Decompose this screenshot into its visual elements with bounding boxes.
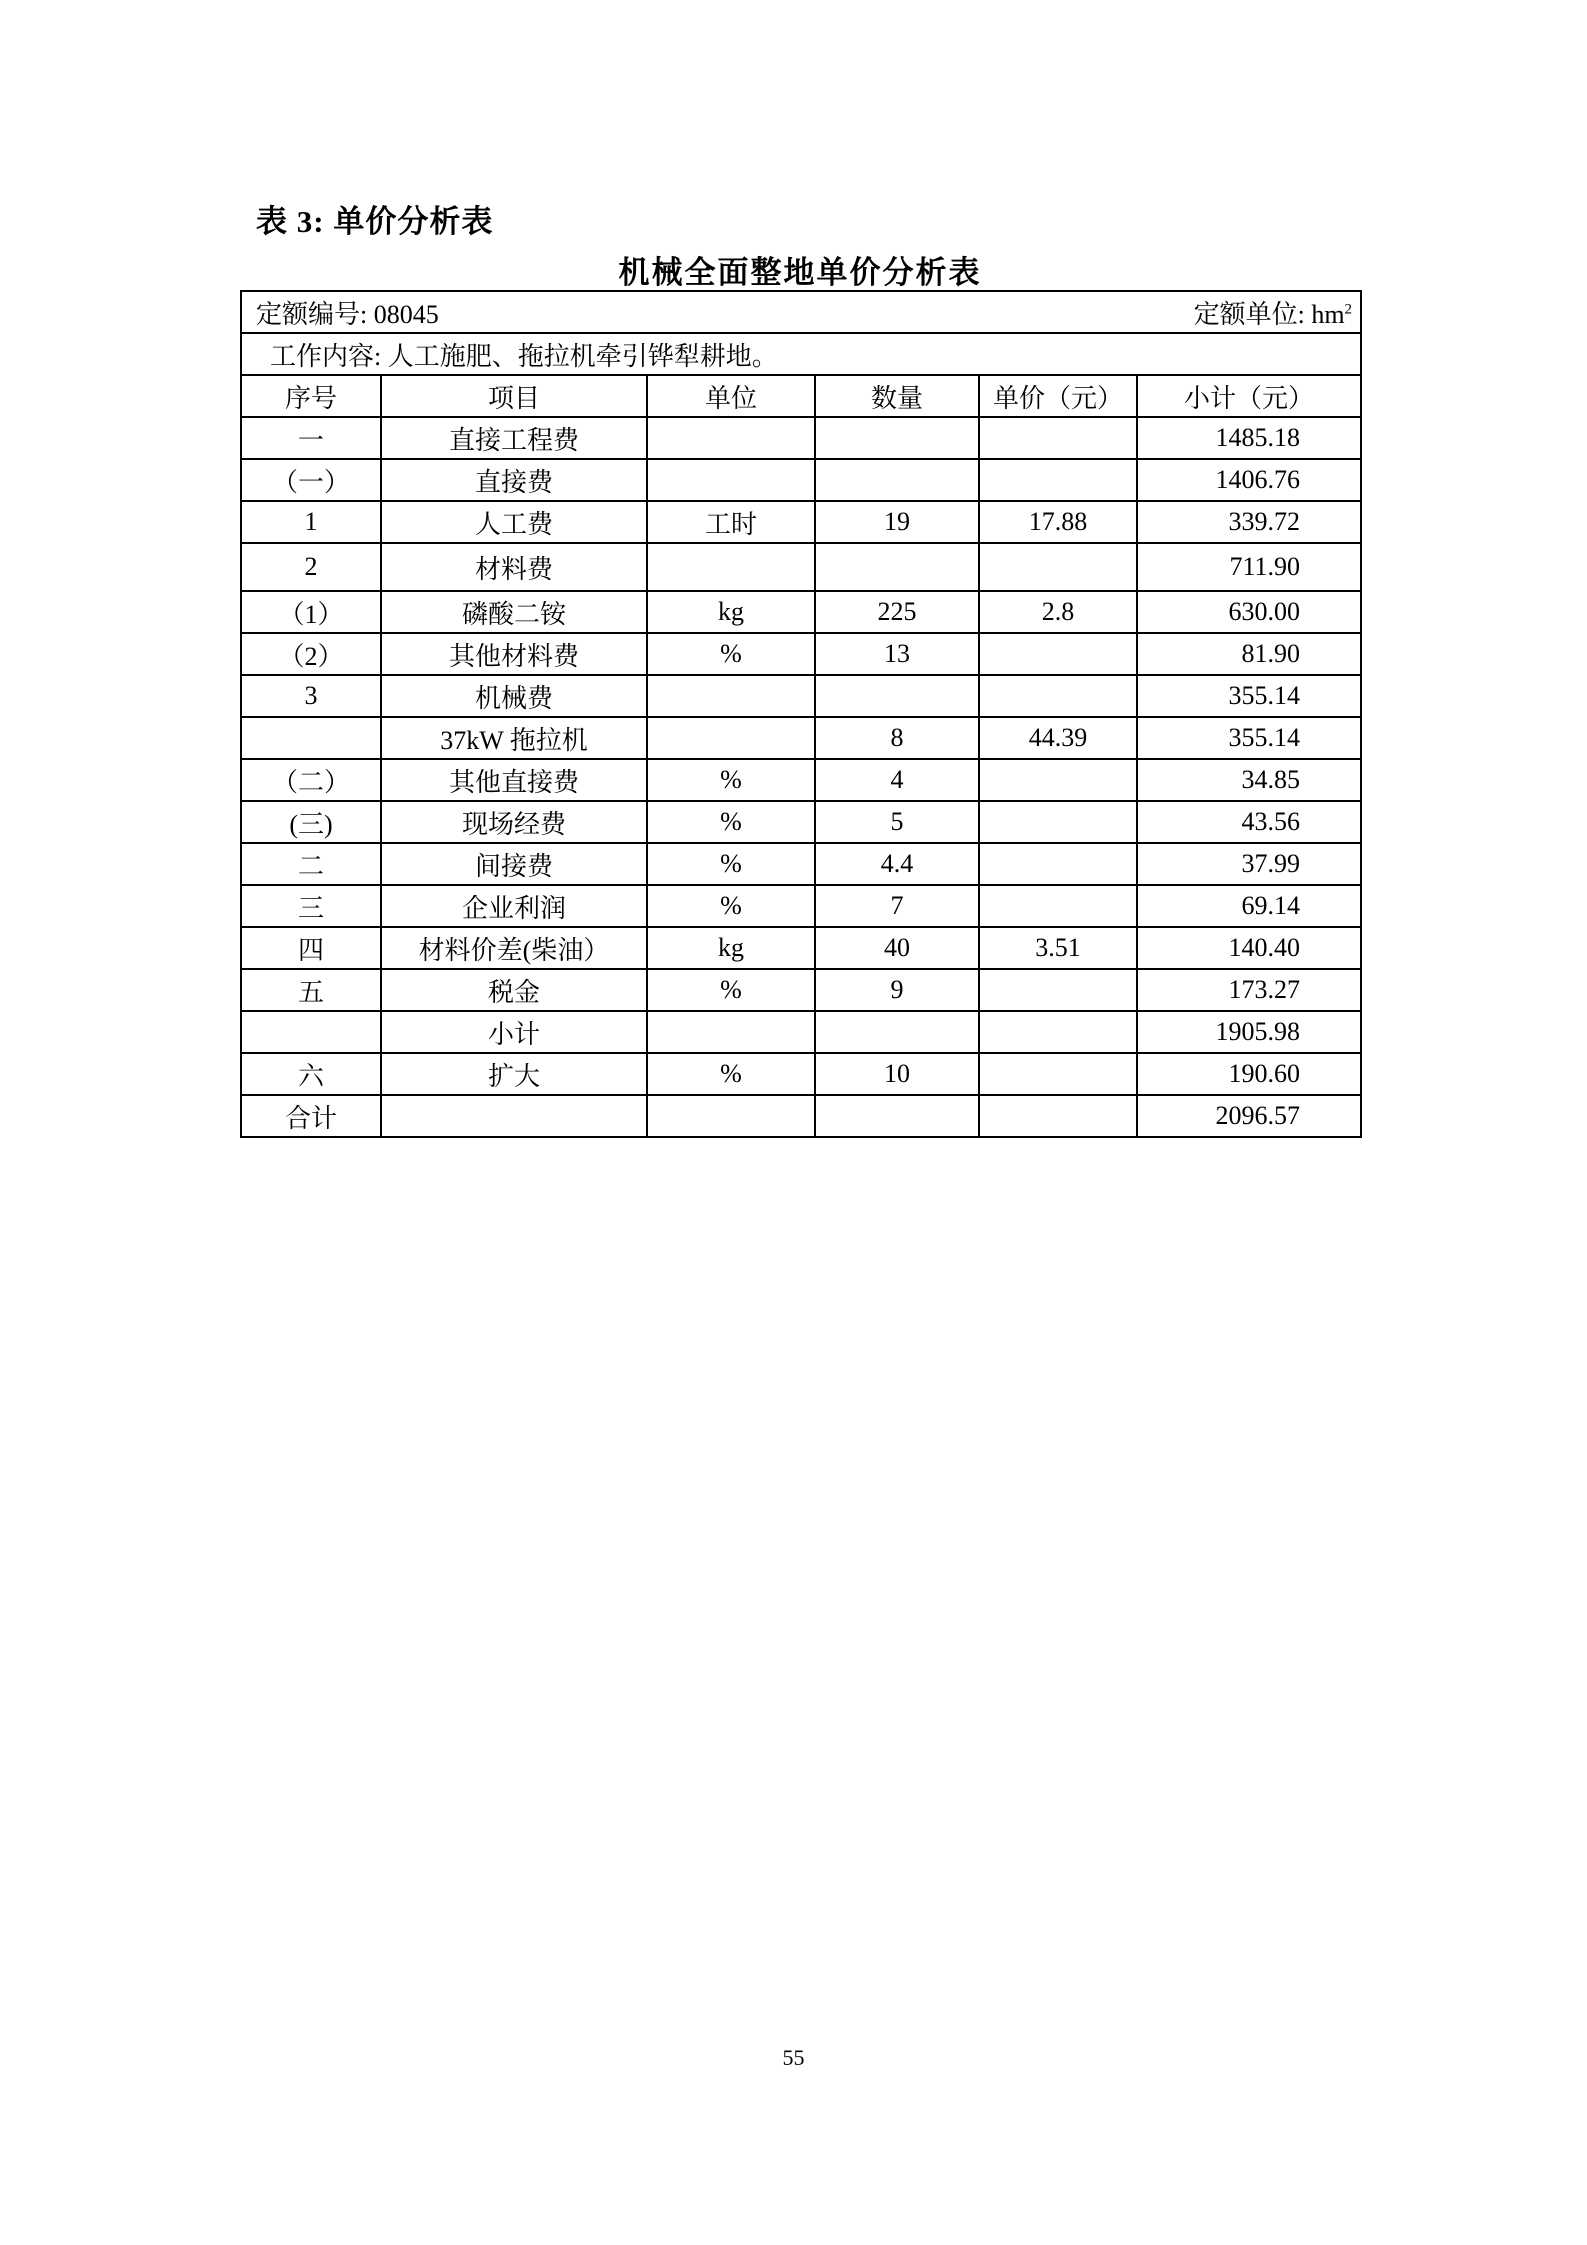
subtotal-cell: 2096.57 [1137,1095,1361,1137]
subtotal-cell: 43.56 [1137,801,1361,843]
subtotal-cell: 355.14 [1137,675,1361,717]
seq-cell: 三 [241,885,381,927]
qty-cell: 8 [815,717,979,759]
table-row [241,459,1361,501]
subtotal-cell: 339.72 [1137,501,1361,543]
unit-cell: % [647,969,815,1011]
table-row [241,801,1361,843]
item-cell: 间接费 [381,843,647,885]
price-cell [979,759,1137,801]
section-title: 表 3: 单价分析表 [256,204,494,239]
qty-cell: 9 [815,969,979,1011]
seq-cell: （一） [241,459,381,501]
item-cell: 磷酸二铵 [381,591,647,633]
price-cell: 17.88 [979,501,1137,543]
qty-cell: 7 [815,885,979,927]
work-content: 工作内容: 人工施肥、拖拉机牵引铧犁耕地。 [270,341,778,371]
seq-cell: 3 [241,675,381,717]
subtotal-cell: 34.85 [1137,759,1361,801]
subtotal-cell: 81.90 [1137,633,1361,675]
unit-cell: % [647,885,815,927]
qty-cell: 19 [815,501,979,543]
qty-cell: 4 [815,759,979,801]
subtotal-cell: 355.14 [1137,717,1361,759]
qty-cell: 13 [815,633,979,675]
price-cell [979,885,1137,927]
unit-cell: 工时 [647,501,815,543]
price-cell [979,1053,1137,1095]
qty-cell: 225 [815,591,979,633]
table-row [241,843,1361,885]
qty-cell [815,675,979,717]
quota-number [256,294,439,331]
quota-info-cell [241,291,1361,333]
table-row [241,1053,1361,1095]
item-cell: 企业利润 [381,885,647,927]
unit-cell: % [647,633,815,675]
unit-cell [647,717,815,759]
item-cell: 税金 [381,969,647,1011]
unit-cell: kg [647,927,815,969]
header-row [241,375,1361,417]
seq-cell: 五 [241,969,381,1011]
price-cell [979,543,1137,591]
qty-cell [815,417,979,459]
seq-cell: （2） [241,633,381,675]
item-cell: 37kW 拖拉机 [381,717,647,759]
column-header: 小计（元） [1137,375,1361,417]
table-body [241,291,1361,1137]
total-row [241,1095,1361,1137]
price-cell [979,1095,1137,1137]
subtotal-cell: 1406.76 [1137,459,1361,501]
table-row [241,717,1361,759]
seq-cell: （1） [241,591,381,633]
unit-cell: % [647,1053,815,1095]
column-header: 序号 [241,375,381,417]
table-row [241,417,1361,459]
price-cell [979,675,1137,717]
subtotal-cell: 1905.98 [1137,1011,1361,1053]
item-cell: 材料价差(柴油） [381,927,647,969]
item-cell: 其他直接费 [381,759,647,801]
seq-cell: 二 [241,843,381,885]
subtotal-cell: 140.40 [1137,927,1361,969]
seq-cell: (三) [241,801,381,843]
unit-price-analysis-table [240,290,1362,1138]
unit-cell: % [647,843,815,885]
seq-cell: 一 [241,417,381,459]
qty-cell [815,1095,979,1137]
subtotal-cell: 69.14 [1137,885,1361,927]
quota-unit [1194,294,1354,331]
price-cell [979,969,1137,1011]
column-header: 项目 [381,375,647,417]
price-cell [979,843,1137,885]
subtotal-cell: 173.27 [1137,969,1361,1011]
seq-cell: 1 [241,501,381,543]
quota-number-label: 定额编号: [256,299,368,329]
subtotal-cell: 190.60 [1137,1053,1361,1095]
unit-cell: % [647,759,815,801]
subtotal-cell: 37.99 [1137,843,1361,885]
unit-cell [647,1011,815,1053]
seq-cell [241,717,381,759]
work-content-cell [241,333,1361,375]
item-cell: 材料费 [381,543,647,591]
column-header: 数量 [815,375,979,417]
seq-cell [241,1011,381,1053]
table-row [241,501,1361,543]
unit-cell: % [647,801,815,843]
subtotal-cell: 1485.18 [1137,417,1361,459]
column-header: 单位 [647,375,815,417]
item-cell: 人工费 [381,501,647,543]
table-row [241,969,1361,1011]
quota-info-row [241,291,1361,333]
item-cell: 现场经费 [381,801,647,843]
quota-unit-exponent: 2 [1344,300,1353,317]
price-cell: 3.51 [979,927,1137,969]
table-row [241,759,1361,801]
price-cell [979,459,1137,501]
subtotal-cell: 711.90 [1137,543,1361,591]
table-row [241,675,1361,717]
unit-cell [647,543,815,591]
item-cell [381,1095,647,1137]
item-cell: 小计 [381,1011,647,1053]
item-cell: 直接工程费 [381,417,647,459]
table-row [241,885,1361,927]
table-row [241,633,1361,675]
qty-cell [815,459,979,501]
price-cell [979,633,1137,675]
table-row [241,927,1361,969]
qty-cell [815,1011,979,1053]
item-cell: 机械费 [381,675,647,717]
qty-cell: 10 [815,1053,979,1095]
table-row [241,543,1361,591]
qty-cell: 4.4 [815,843,979,885]
table-title: 机械全面整地单价分析表 [618,255,982,290]
price-cell: 44.39 [979,717,1137,759]
seq-cell: （二） [241,759,381,801]
price-cell [979,417,1137,459]
unit-cell [647,459,815,501]
seq-cell: 四 [241,927,381,969]
seq-cell: 2 [241,543,381,591]
unit-cell: kg [647,591,815,633]
page-number: 55 [782,2045,805,2070]
item-cell: 其他材料费 [381,633,647,675]
table-row [241,1011,1361,1053]
table-row [241,591,1361,633]
subtotal-cell: 630.00 [1137,591,1361,633]
item-cell: 直接费 [381,459,647,501]
quota-number-value: 08045 [373,299,439,329]
price-cell [979,1011,1137,1053]
qty-cell [815,543,979,591]
column-header: 单价（元） [979,375,1137,417]
unit-cell [647,675,815,717]
unit-cell [647,417,815,459]
price-cell: 2.8 [979,591,1137,633]
price-cell [979,801,1137,843]
seq-cell: 六 [241,1053,381,1095]
work-content-row [241,333,1361,375]
quota-unit-value: hm [1311,299,1345,329]
qty-cell: 5 [815,801,979,843]
seq-cell: 合计 [241,1095,381,1137]
unit-cell [647,1095,815,1137]
quota-unit-label: 定额单位: [1193,299,1305,329]
item-cell: 扩大 [381,1053,647,1095]
qty-cell: 40 [815,927,979,969]
